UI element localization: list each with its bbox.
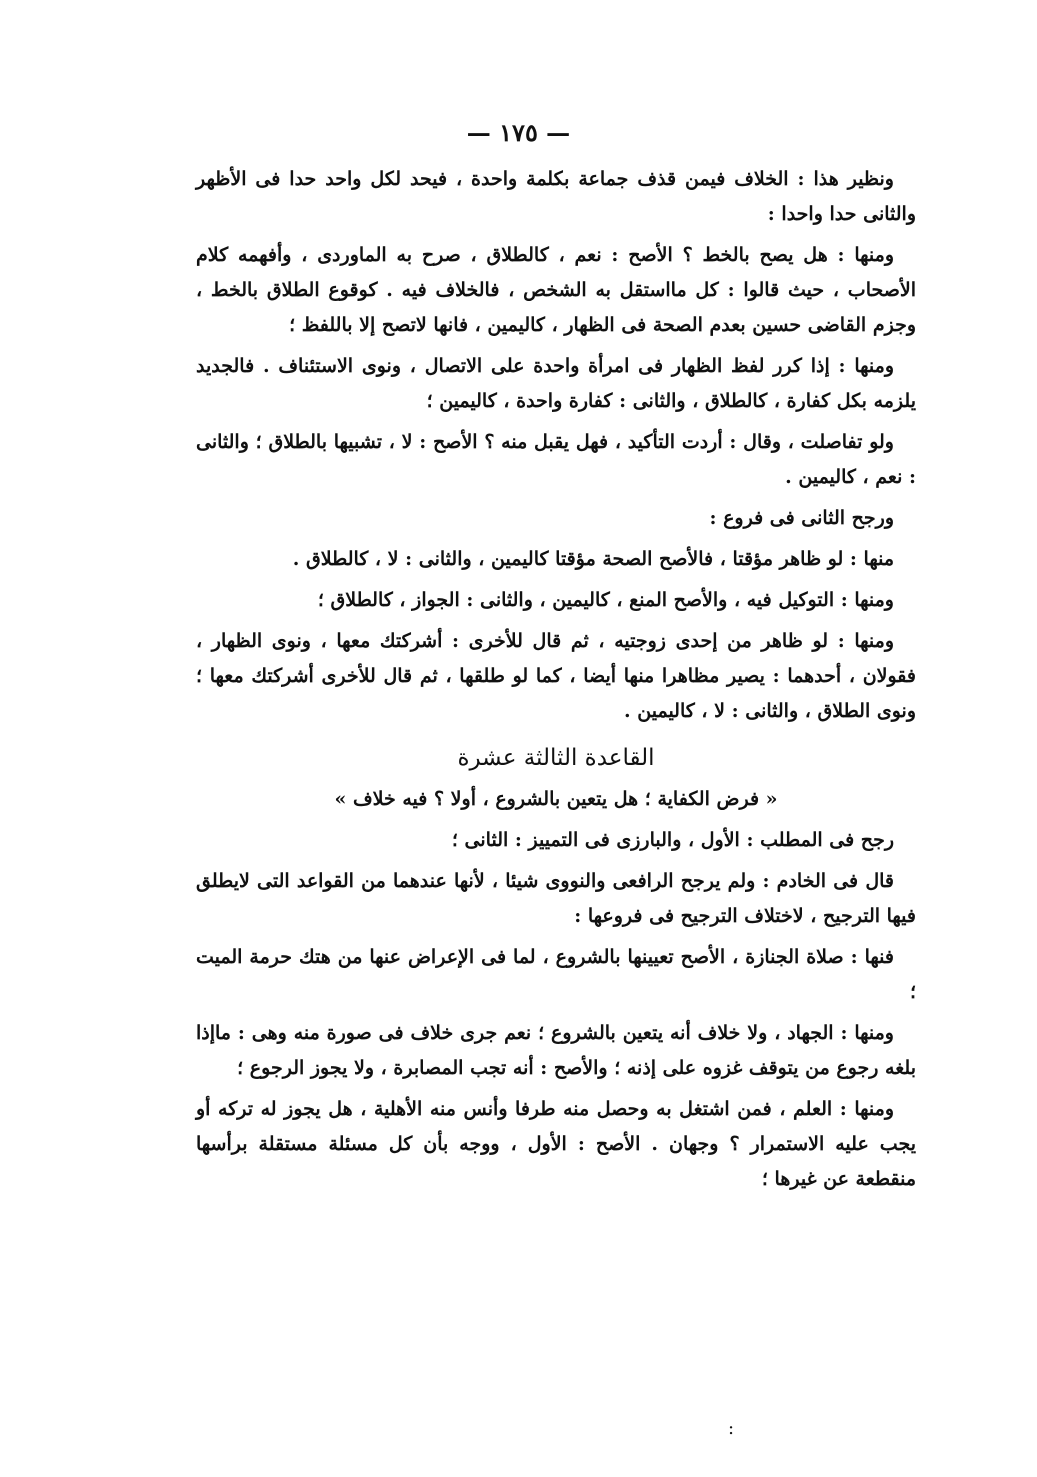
paragraph: ومنها : لو ظاهر من إحدى زوجتيه ، ثم قال للأخرى : أشركتك معها ، ونوى الظهار ، فقولان ، أحدهما : يصير مظاهرا منها أيضا ، كما لو طلقها ، ثم قال للأخرى أشركتك معها ؛ ونوى الطلاق ، والثانى : لا ، كاليمين . <box>196 630 916 722</box>
paragraph: ورجح الثانى فى فروع : <box>709 507 894 529</box>
paragraph: رجح فى المطلب : الأول ، والبارزى فى التمييز : الثانى ؛ <box>451 829 894 851</box>
paragraph: فنها : صلاة الجنازة ، الأصح تعيينها بالشروع ، لما فى الإعراض عنها من هتك حرمة الميت ؛ <box>196 946 916 1003</box>
paragraph: منها : لو ظاهر مؤقتا ، فالأصح الصحة مؤقتا كاليمين ، والثانى : لا ، كالطلاق . <box>292 548 894 570</box>
paragraph: قال فى الخادم : ولم يرجح الرافعى والنووى شيئا ، لأنها عندهما من القواعد التى لايطلق فيها الترجيح ، لاختلاف الترجيح فى فروعها : <box>196 870 916 927</box>
page-number: — ١٧٥ — <box>466 118 571 147</box>
paragraph: ومنها : إذا كرر لفظ الظهار فى امرأة واحدة على الاتصال ، ونوى الاستئناف . فالجديد يلزمه بكل كفارة ، كالطلاق ، والثانى : كفارة واحدة ، كاليمين ؛ <box>196 355 916 412</box>
paragraph: ومنها : هل يصح بالخط ؟ الأصح : نعم ، كالطلاق ، صرح به الماوردى ، وأفهمه كلام الأصحاب ، حيث قالوا : كل مااستقل به الشخص ، فالخلاف فيه . كوقوع الطلاق بالخط ، وجزم القاضى حسين بعدم الصحة فى الظهار ، كاليمين ، فانها لاتصح إلا باللفظ ؛ <box>196 244 916 336</box>
paragraph: ومنها : الجهاد ، ولا خلاف أنه يتعين بالشروع ؛ نعم جرى خلاف فى صورة منه وهى : ماإذا بلغه رجوع من يتوقف غزوه على إذنه ؛ والأصح : أنه تجب المصابرة ، ولا يجوز الرجوع ؛ <box>196 1022 916 1079</box>
footer-mark: : <box>728 1418 735 1439</box>
section-title: القاعدة الثالثة عشرة <box>457 745 655 771</box>
paragraph: ومنها : العلم ، فمن اشتغل به وحصل منه طرفا وأنس منه الأهلية ، هل يجوز له تركه أو يجب عليه الاستمرار ؟ وجهان . الأصح : الأول ، ووجه بأن كل مسئلة مستقلة برأسها منقطعة عن غيرها ؛ <box>196 1098 916 1190</box>
paragraph: ومنها : التوكيل فيه ، والأصح المنع ، كاليمين ، والثانى : الجواز ، كالطلاق ؛ <box>317 589 894 611</box>
paragraph: ونظير هذا : الخلاف فيمن قذف جماعة بكلمة واحدة ، فيحد لكل واحد حدا فى الأظهر والثانى حدا واحدا : <box>196 168 916 225</box>
paragraph: ولو تفاصلت ، وقال : أردت التأكيد ، فهل يقبل منه ؟ الأصح : لا ، تشبيها بالطلاق ؛ والثانى : نعم ، كاليمين . <box>196 431 916 488</box>
section-subtitle: « فرض الكفاية ؛ هل يتعين بالشروع ، أولا ؟ فيه خلاف » <box>334 788 778 810</box>
main-text <box>196 162 916 1203</box>
